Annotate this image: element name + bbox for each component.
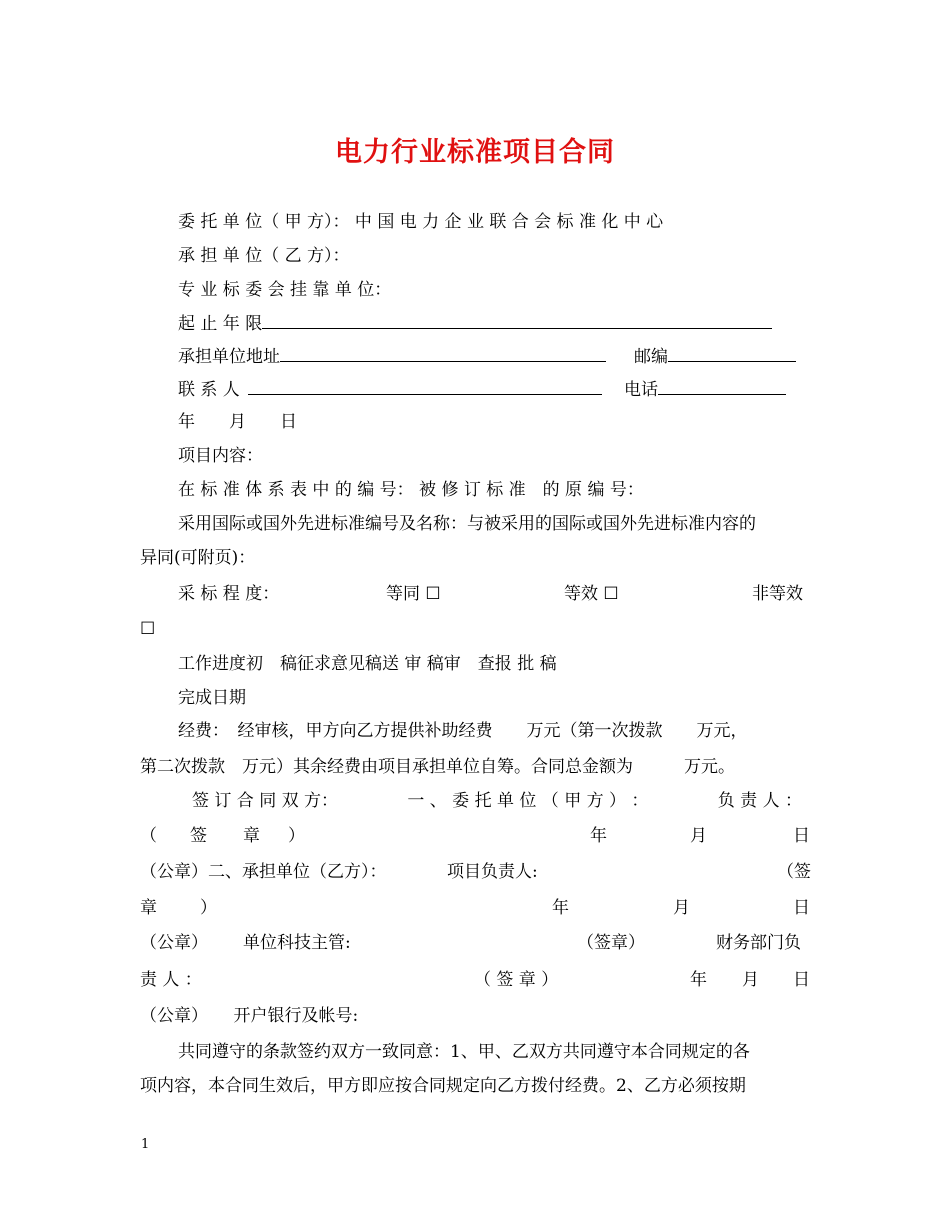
year-label: 年 — [690, 970, 707, 990]
signing-row-1 — [192, 791, 802, 811]
funding-line-1: 经费： 经审核，甲方向乙方提供补助经费 万元（第一次拨款 万元， — [178, 721, 748, 741]
terms-line-1: 共同遵守的条款签约双方一致同意：1、甲、乙双方共同遵守本合同规定的各 — [178, 1042, 750, 1062]
non-equivalent-label: 非等效 — [752, 584, 803, 604]
postcode-line — [634, 347, 796, 367]
official-seal-label: （公章） — [140, 933, 208, 953]
phone-blank — [658, 380, 786, 395]
adoption-line-1: 采用国际或国外先进标准编号及名称：与被采用的国际或国外先进标准内容的 — [178, 514, 756, 534]
seal-char: 章 — [140, 898, 157, 918]
sign-char-2: 章 — [243, 826, 260, 846]
responsible-person-label: 负 责 人 ： — [717, 791, 802, 811]
sign-seal-label: （ 签 章 ） — [474, 970, 559, 990]
sign-char-1: 签 — [190, 826, 207, 846]
year-label: 年 — [552, 898, 569, 918]
non-equivalent-checkbox[interactable]: ☐ — [140, 619, 156, 639]
bank-account-label: （公章） 开户银行及帐号: — [140, 1006, 359, 1026]
page-number: 1 — [141, 1137, 150, 1152]
day-label: 日 — [793, 826, 810, 846]
seal-paren-close: ） — [200, 898, 217, 918]
contractor-seal-label: （公章）二、承担单位（乙方）： — [140, 862, 387, 882]
period-label: 起 止 年 限 — [178, 314, 263, 334]
day-label: 日 — [793, 970, 810, 990]
phone-label: 电话 — [624, 380, 658, 400]
postcode-label: 邮编 — [634, 347, 668, 367]
address-label: 承担单位地址 — [178, 347, 280, 367]
completion-date-label: 完成日期 — [178, 688, 246, 708]
sign-paren-open: （ — [140, 826, 157, 846]
equivalent-checkbox-label[interactable]: 等效 ☐ — [564, 584, 619, 604]
project-leader-label: 项目负责人: — [447, 862, 538, 882]
month-label: 月 — [673, 898, 690, 918]
signing-parties-label: 签 订 合 同 双 方： — [192, 791, 339, 811]
sign-seal-label: （签章） — [577, 933, 645, 953]
finance-head-label-cont: 责 人 ： — [140, 970, 202, 990]
tech-supervisor-label: 单位科技主管: — [243, 933, 351, 953]
day-label: 日 — [793, 898, 810, 918]
contact-blank — [248, 380, 602, 395]
document-title: 电力行业标准项目合同 — [335, 137, 615, 168]
contact-label: 联 系 人 — [178, 380, 240, 400]
phone-line — [624, 380, 786, 400]
month-label: 月 — [690, 826, 707, 846]
funding-line-2: 第二次拨款 万元）其余经费由项目承担单位自筹。合同总金额为 万元。 — [140, 757, 735, 777]
adoption-degree-label: 采 标 程 度： — [178, 584, 280, 604]
entrusting-party-line: 委 托 单 位（ 甲 方）： 中 国 电 力 企 业 联 合 会 标 准 化 中 心 — [178, 212, 664, 232]
project-content-label: 项目内容： — [178, 446, 263, 466]
terms-line-2: 项内容，本合同生效后，甲方即应按合同规定向乙方拨付经费。2、乙方必须按期 — [140, 1076, 746, 1096]
party-a-label: 一 、 委 托 单 位 （ 甲 方 ） ： — [407, 791, 649, 811]
address-line — [178, 347, 606, 367]
postcode-blank — [668, 347, 796, 362]
contractor-line: 承 担 单 位（ 乙 方）： — [178, 246, 350, 266]
period-blank — [262, 314, 772, 329]
work-progress-line: 工作进度初 稿征求意见稿送 审 稿审 查报 批 稿 — [178, 654, 557, 674]
finance-head-label: 财务部门负 — [716, 933, 801, 953]
committee-line: 专 业 标 委 会 挂 靠 单 位： — [178, 280, 392, 300]
sign-seal-open: （签 — [777, 862, 811, 882]
sign-paren-close: ） — [288, 826, 305, 846]
adoption-line-2: 异同(可附页)： — [140, 548, 256, 568]
month-label: 月 — [742, 970, 759, 990]
period-line — [178, 314, 772, 334]
standard-number-line: 在 标 准 体 系 表 中 的 编 号： 被 修 订 标 准 的 原 编 号： — [178, 480, 644, 500]
address-blank — [280, 347, 606, 362]
date-line: 年 月 日 — [178, 412, 297, 432]
contact-line — [178, 380, 602, 400]
year-label: 年 — [590, 826, 607, 846]
identical-checkbox-label[interactable]: 等同 ☐ — [386, 584, 441, 604]
